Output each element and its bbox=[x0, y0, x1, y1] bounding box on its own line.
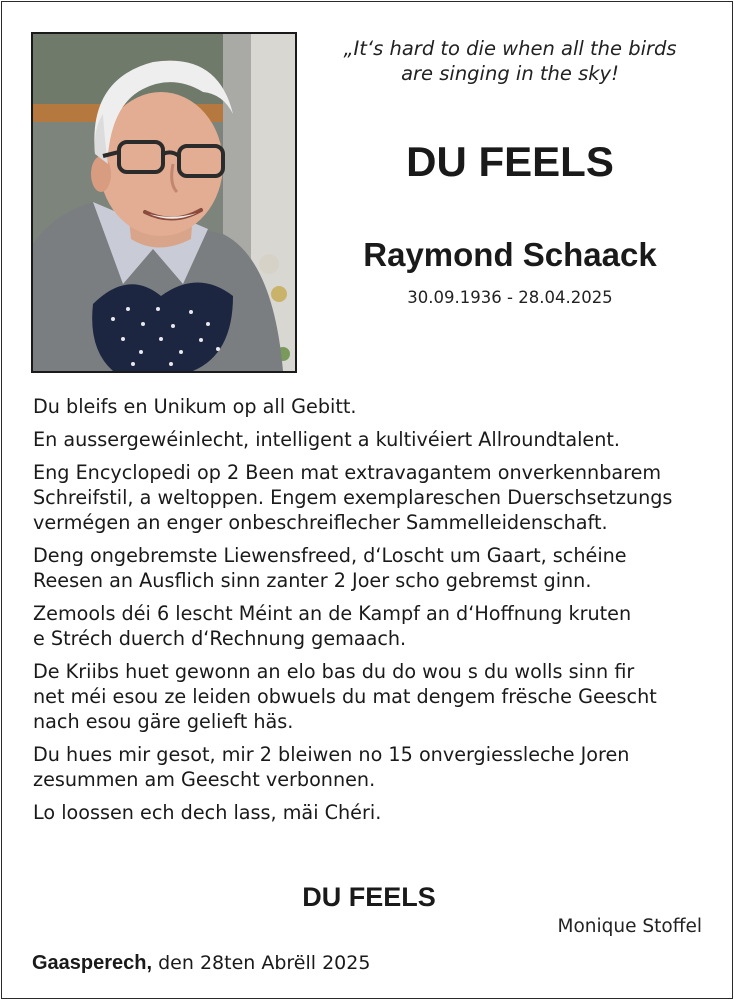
paragraph bbox=[33, 659, 723, 734]
place-town: Gaasperech, bbox=[32, 952, 153, 974]
text-line: net méi esou ze leiden obwuels du mat dengem frësche Geescht bbox=[33, 685, 657, 708]
paragraph bbox=[33, 543, 723, 593]
life-dates: 30.09.1936 - 28.04.2025 bbox=[407, 288, 613, 307]
portrait-photo bbox=[31, 32, 297, 373]
quote-line: „It‘s hard to die when all the birds bbox=[343, 37, 677, 60]
text-line: Deng ongebremste Liewensfreed, d‘Loscht um Gaart, schéine bbox=[33, 544, 627, 567]
paragraph bbox=[33, 427, 723, 452]
closing-heading: DU FEELS bbox=[302, 882, 436, 912]
message-body bbox=[33, 394, 723, 833]
text-line: nach esou gäre gelieft häs. bbox=[33, 710, 294, 733]
text-line: De Kriibs huet gewonn an elo bas du do wou s du wolls sinn fir bbox=[33, 660, 635, 683]
paragraph bbox=[33, 742, 723, 792]
text-line: En aussergewéinlecht, intelligent a kultivéiert Allroundtalent. bbox=[33, 428, 620, 451]
text-line: Du hues mir gesot, mir 2 bleiwen no 15 onvergiessleche Joren bbox=[33, 743, 630, 766]
text-line: Zemools déi 6 lescht Méint an de Kampf an d‘Hoffnung kruten bbox=[33, 602, 632, 625]
place-and-date bbox=[32, 952, 370, 975]
text-line: zesummen am Geescht verbonnen. bbox=[33, 768, 376, 791]
paragraph bbox=[33, 460, 723, 535]
paragraph bbox=[33, 394, 723, 419]
text-line: Schreifstil, a weltoppen. Engem exemplareschen Duerschsetzungs bbox=[33, 486, 673, 509]
signature: Monique Stoffel bbox=[557, 916, 702, 937]
portrait-illustration bbox=[33, 34, 295, 371]
paragraph bbox=[33, 601, 723, 651]
quote bbox=[302, 36, 718, 86]
paragraph bbox=[33, 800, 723, 825]
text-line: Du bleifs en Unikum op all Gebitt. bbox=[33, 395, 357, 418]
text-line: Lo loossen ech dech lass, mäi Chéri. bbox=[33, 801, 382, 824]
deceased-name: Raymond Schaack bbox=[363, 236, 657, 273]
quote-line: are singing in the sky! bbox=[401, 62, 619, 85]
text-line: e Stréch duerch d‘Rechnung gemaach. bbox=[33, 627, 407, 650]
text-line: Reesen an Ausflich sinn zanter 2 Joer scho gebremst ginn. bbox=[33, 569, 592, 592]
place-date: den 28ten Abrëll 2025 bbox=[152, 952, 371, 974]
text-line: vermégen an enger onbeschreiflecher Sammelleidenschaft. bbox=[33, 511, 608, 534]
text-line: Eng Encyclopedi op 2 Been mat extravagantem onverkennbarem bbox=[33, 461, 662, 484]
obituary-notice bbox=[1, 1, 733, 999]
heading: DU FEELS bbox=[406, 138, 614, 185]
